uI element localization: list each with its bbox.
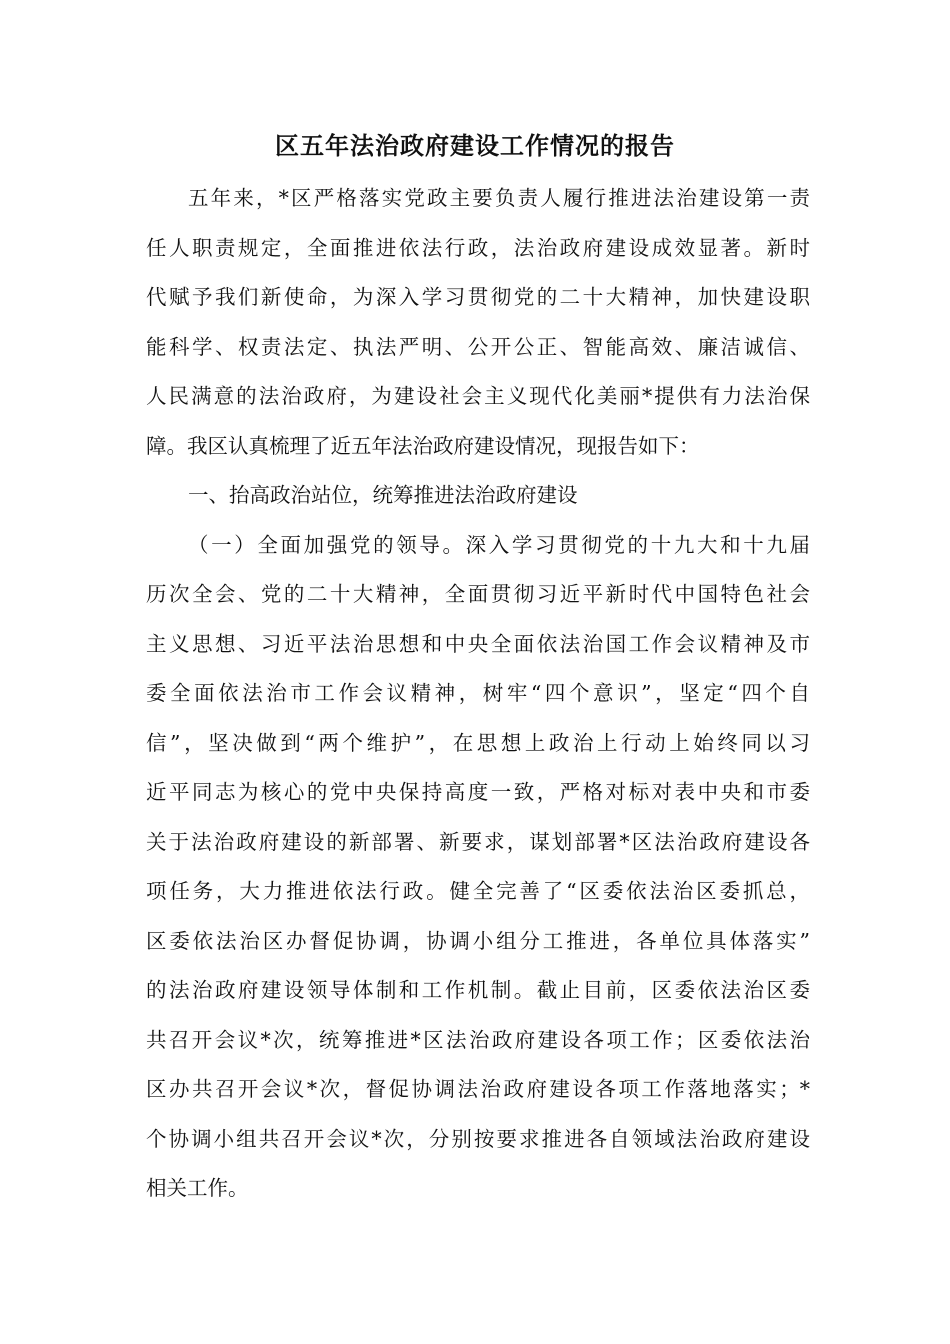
paragraph-line: 主义思想、习近平法治思想和中央全面依法治国工作会议精神及市 <box>146 631 810 656</box>
paragraph-line: 能科学、权责法定、执法严明、公开公正、智能高效、廉洁诚信、 <box>146 334 810 359</box>
document-body <box>146 174 810 1214</box>
paragraph-line: 项任务，大力推进依法行政。健全完善了“区委依法治区委抓总， <box>146 879 810 903</box>
paragraph-line: 近平同志为核心的党中央保持高度一致，严格对标对表中央和市委 <box>146 780 810 804</box>
paragraph-line: 共召开会议*次，统筹推进*区法治政府建设各项工作；区委依法治 <box>146 1027 810 1052</box>
paragraph-line: 代赋予我们新使命，为深入学习贯彻党的二十大精神，加快建设职 <box>146 285 810 309</box>
paragraph-line: 人民满意的法治政府，为建设社会主义现代化美丽*提供有力法治保 <box>146 384 810 408</box>
paragraph-line: 任人职责规定，全面推进依法行政，法治政府建设成效显著。新时 <box>146 235 810 260</box>
document-title: 区五年法治政府建设工作情况的报告 <box>275 132 675 160</box>
paragraph-line: 区办共召开会议*次，督促协调法治政府建设各项工作落地落实；* <box>146 1077 810 1101</box>
paragraph-line: 委全面依法治市工作会议精神，树牢“四个意识”，坚定“四个自 <box>146 681 810 705</box>
paragraph-line: 个协调小组共召开会议*次，分别按要求推进各自领域法治政府建设 <box>146 1126 810 1151</box>
paragraph-line: 相关工作。 <box>146 1176 249 1200</box>
paragraph-line: 历次全会、党的二十大精神，全面贯彻习近平新时代中国特色社会 <box>146 582 810 606</box>
paragraph-line: 信”，坚决做到“两个维护”，在思想上政治上行动上始终同以习 <box>146 730 810 755</box>
section-heading: 一、抬高政治站位，统筹推进法治政府建设 <box>188 483 578 507</box>
paragraph-line: 障。我区认真梳理了近五年法治政府建设情况，现报告如下： <box>146 433 700 458</box>
paragraph-line: 区委依法治区办督促协调，协调小组分工推进，各单位具体落实” <box>146 928 810 953</box>
paragraph-line: （一）全面加强党的领导。深入学习贯彻党的十九大和十九届 <box>188 532 810 557</box>
paragraph-line: 五年来，*区严格落实党政主要负责人履行推进法治建设第一责 <box>188 186 810 210</box>
paragraph-line: 关于法治政府建设的新部署、新要求，谋划部署*区法治政府建设各 <box>146 829 810 854</box>
paragraph-line: 的法治政府建设领导体制和工作机制。截止目前，区委依法治区委 <box>146 978 810 1002</box>
